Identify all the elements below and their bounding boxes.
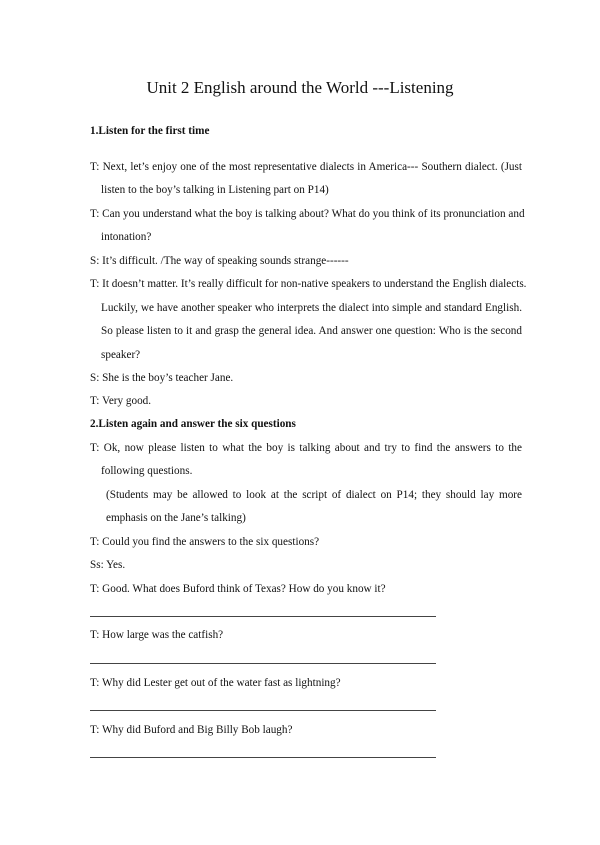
- dialogue-line: Luckily, we have another speaker who interprets the dialect into simple and standard English.: [101, 302, 522, 314]
- answer-blank-line[interactable]: [90, 616, 436, 617]
- question-line: T: Good. What does Buford think of Texas? How do you know it?: [90, 583, 386, 595]
- dialogue-line: listen to the boy’s talking in Listening part on P14): [101, 184, 329, 196]
- answer-blank-line[interactable]: [90, 663, 436, 664]
- question-line: T: How large was the catfish?: [90, 629, 224, 641]
- question-line: T: Why did Buford and Big Billy Bob laugh?: [90, 724, 293, 736]
- dialogue-line: T: Can you understand what the boy is talking about? What do you think of its pronunciation and: [90, 208, 525, 220]
- dialogue-line: T: Next, let’s enjoy one of the most representative dialects in America--- Southern dialect. (Just: [90, 161, 522, 173]
- page-title: Unit 2 English around the World ---Listening: [146, 78, 454, 97]
- dialogue-line: Ss: Yes.: [90, 559, 126, 571]
- dialogue-line: (Students may be allowed to look at the script of dialect on P14; they should lay more: [106, 489, 522, 501]
- dialogue-line: So please listen to it and grasp the general idea. And answer one question: Who is the second: [101, 325, 522, 337]
- dialogue-line: S: She is the boy’s teacher Jane.: [90, 372, 234, 384]
- dialogue-line: T: Very good.: [90, 395, 152, 407]
- dialogue-line: T: Could you find the answers to the six questions?: [90, 536, 320, 548]
- dialogue-line: emphasis on the Jane’s talking): [106, 512, 246, 524]
- section-heading-1: 1.Listen for the first time: [90, 125, 210, 137]
- section-heading-2: 2.Listen again and answer the six questions: [90, 418, 296, 430]
- question-line: T: Why did Lester get out of the water fast as lightning?: [90, 677, 341, 689]
- dialogue-line: T: It doesn’t matter. It’s really difficult for non-native speakers to understand the English dialects.: [90, 278, 527, 290]
- dialogue-line: T: Ok, now please listen to what the boy is talking about and try to find the answers to the: [90, 442, 522, 454]
- dialogue-line: intonation?: [101, 231, 152, 243]
- dialogue-line: speaker?: [101, 349, 141, 361]
- dialogue-line: following questions.: [101, 465, 193, 477]
- dialogue-line: S: It’s difficult. /The way of speaking sounds strange------: [90, 255, 349, 267]
- answer-blank-line[interactable]: [90, 757, 436, 758]
- answer-blank-line[interactable]: [90, 710, 436, 711]
